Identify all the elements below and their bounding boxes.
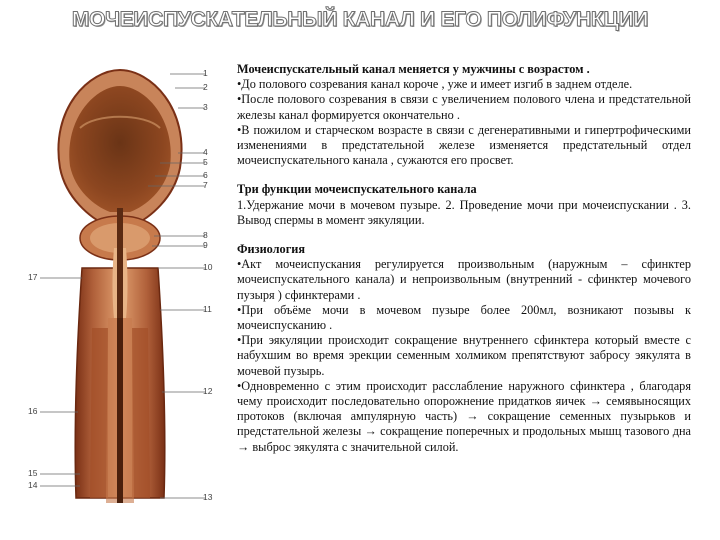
figure-label: 5 xyxy=(203,157,208,167)
figure-label: 7 xyxy=(203,180,208,190)
figure-label: 3 xyxy=(203,102,208,112)
urethra-anatomy-illustration xyxy=(20,58,220,508)
figure-label: 17 xyxy=(28,272,38,282)
figure-label: 10 xyxy=(203,262,213,272)
section-age-heading: Мочеиспускательный канал меняется у мужчины с возрастом . xyxy=(237,62,590,76)
section-age-bullet: •После полового созревания в связи с увеличением полового члена и предстательной железы канал формируется окончательно . xyxy=(237,92,691,122)
section-age-bullet: •В пожилом и старческом возрасте в связи с дегенеративными и гипертрофическими изменениями в предстательной железе изменяется предстательный отдел мочеиспускательного канала , сужаются его просвет. xyxy=(237,122,691,168)
section-physiology-heading: Физиология xyxy=(237,242,306,257)
section-age-bullet: •До полового созревания канал короче , уже и имеет изгиб в заднем отделе. xyxy=(237,77,633,92)
figure-label: 11 xyxy=(203,304,212,314)
section-functions-text: 1.Удержание мочи в мочевом пузыре. 2. Проведение мочи при мочеиспускании . 3. Вывод спермы в момент эякуляции. xyxy=(237,197,691,227)
section-physiology-bullet: •Одновременно с этим происходит расслабление наружного сфинктера , благодаря чему происходит последовательно опорожнение придатков яичек → семявыносящих протоков (включая ампулярную часть) → сокращение семенных пузырьков и предстательной железы → сокращение поперечных и продольных мышц тазового дна → выброс эякулята с значительной силой. xyxy=(237,378,691,454)
figure-label: 4 xyxy=(203,147,208,157)
slide-title: МОЧЕИСПУСКАТЕЛЬНЫЙ КАНАЛ И ЕГО ПОЛИФУНКЦИИ xyxy=(71,8,649,31)
text-column xyxy=(237,62,691,455)
section-physiology-bullet: •При объёме мочи в мочевом пузыре более 200мл, возникают позывы к мочеиспусканию . xyxy=(237,302,691,333)
figure-label: 9 xyxy=(203,240,208,250)
urethra-anatomy-image xyxy=(20,58,220,508)
figure-label: 1 xyxy=(203,68,208,78)
figure-label: 15 xyxy=(28,468,38,478)
figure-label: 13 xyxy=(203,492,213,502)
figure-label: 16 xyxy=(28,406,38,416)
figure-label: 2 xyxy=(203,82,208,92)
figure-label: 12 xyxy=(203,386,213,396)
section-functions-heading: Три функции мочеиспускательного канала xyxy=(237,182,477,197)
section-physiology-bullet: •Акт мочеиспускания регулируется произвольным (наружным – сфинктер мочеиспускательного канала) и непроизвольным (внутренний - сфинктер мочевого пузыря ) сфинктерами . xyxy=(237,257,691,302)
figure-label: 8 xyxy=(203,230,208,240)
figure-label: 14 xyxy=(28,480,38,490)
figure-label: 6 xyxy=(203,170,208,180)
section-physiology-bullet: •При эякуляции происходит сокращение внутреннего сфинктера который вместе с набухшим во время эрекции семенным холмиком препятствуют забросу эякулята в мочевой пузырь. xyxy=(237,333,691,378)
